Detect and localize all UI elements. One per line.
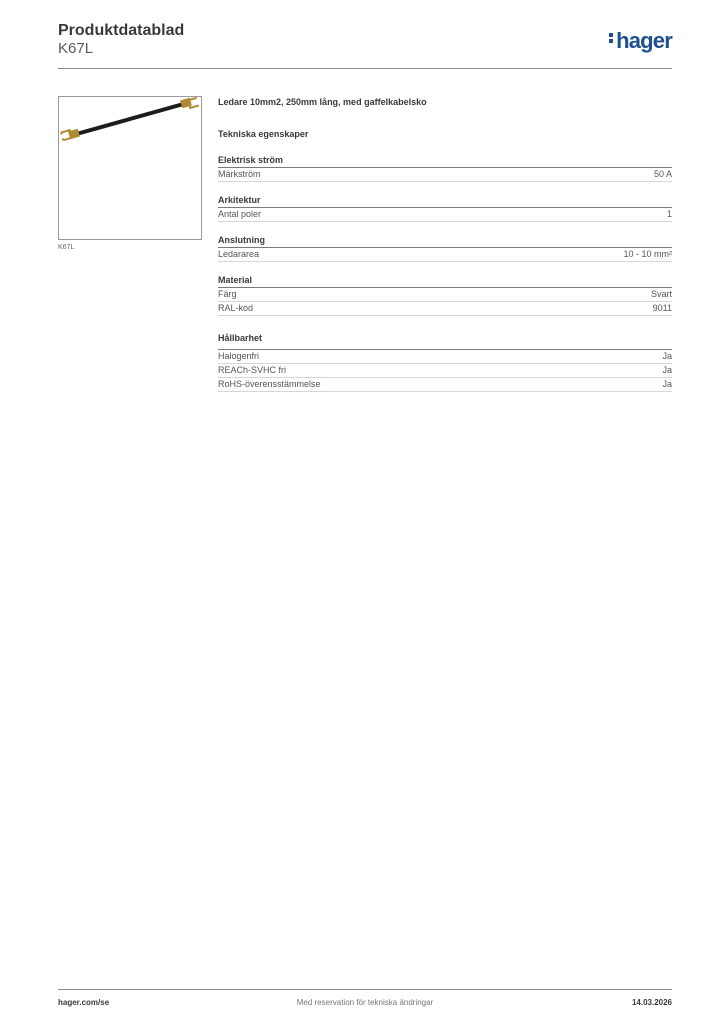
spec-value: 10 - 10 mm² (623, 249, 672, 259)
spec-group-connection (218, 234, 672, 262)
spec-value: Svart (650, 289, 672, 299)
hager-logo (609, 28, 672, 54)
spec-value: Ja (662, 379, 672, 389)
group-title: Hållbarhet (218, 332, 672, 350)
spec-group-material (218, 274, 672, 316)
spec-row (218, 378, 672, 392)
spec-value: 9011 (652, 303, 672, 313)
product-image-frame (58, 96, 202, 240)
spec-group-sustainability (218, 332, 672, 392)
spec-label: REACh-SVHC fri (218, 365, 287, 375)
section-heading: Tekniska egenskaper (218, 129, 309, 139)
image-caption: K67L (58, 244, 75, 251)
spec-label: Ledararea (218, 249, 260, 259)
logo-dots-icon (609, 31, 614, 45)
spec-label: Antal poler (218, 209, 262, 219)
footer-divider (58, 989, 672, 990)
spec-row (218, 168, 672, 182)
spec-label: Märkström (218, 169, 261, 179)
spec-row (218, 302, 672, 316)
cable-with-fork-lugs-image (59, 97, 201, 239)
spec-group-architecture (218, 194, 672, 222)
footer-website-link[interactable]: hager.com/se (58, 998, 110, 1007)
spec-row (218, 364, 672, 378)
spec-row (218, 248, 672, 262)
group-title: Arkitektur (218, 194, 672, 208)
spec-label: RoHS-överensstämmelse (218, 379, 321, 389)
group-title: Elektrisk ström (218, 154, 672, 168)
spec-label: Färg (218, 289, 237, 299)
spec-label: Halogenfri (218, 351, 260, 361)
document-title: Produktdatablad (58, 22, 185, 39)
spec-value: Ja (662, 351, 672, 361)
spec-row (218, 288, 672, 302)
product-description: Ledare 10mm2, 250mm lång, med gaffelkabelsko (218, 97, 427, 107)
spec-label: RAL-kod (218, 303, 254, 313)
logo-text: hager (616, 28, 672, 53)
spec-group-electrical (218, 154, 672, 182)
page-header (58, 20, 672, 70)
header-divider (58, 68, 672, 69)
spec-row (218, 208, 672, 222)
footer-date: 14.03.2026 (631, 998, 672, 1007)
footer-disclaimer: Med reservation för tekniska ändringar (296, 998, 434, 1007)
spec-panel (218, 96, 672, 392)
spec-value: 1 (666, 209, 672, 219)
group-title: Anslutning (218, 234, 672, 248)
group-title: Material (218, 274, 672, 288)
spec-value: Ja (662, 365, 672, 375)
spec-row (218, 350, 672, 364)
spec-value: 50 A (653, 169, 672, 179)
product-code: K67L (58, 40, 94, 57)
